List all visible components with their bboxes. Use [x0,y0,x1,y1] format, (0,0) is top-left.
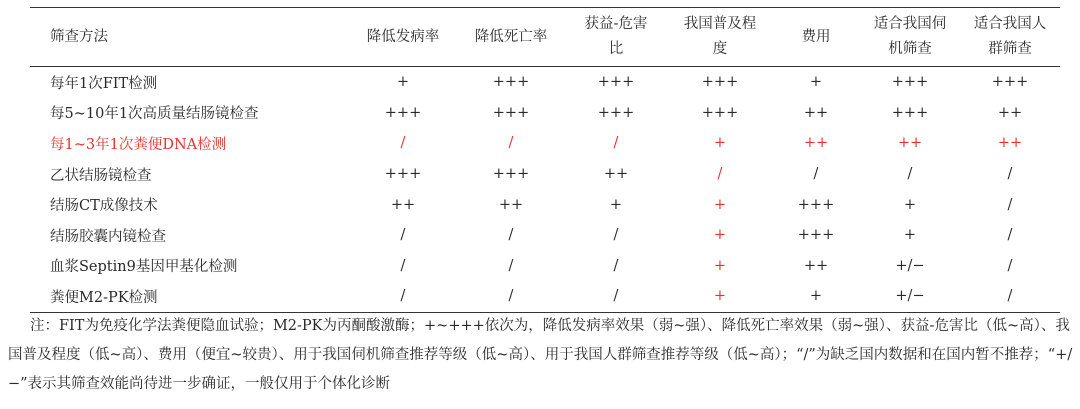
table-cell: / [508,257,514,274]
row-method-label: 乙状结肠镜检查 [50,167,152,184]
footnote-text: 注：FIT为免疫化学法粪便隐血试验；M2-PK为丙酮酸激酶；+~+++依次为，降低发病率效果（弱~强）、降低死亡率效果（弱~强）、获益-危害比（低~高）、我国普及程度（低~高）、费用（便宜~较贵）、用于我国伺机筛查推荐等级（低~高）、用于我国人群筛查推荐等级（低~高）；“/”为缺乏国内数据和在国内暂不推荐；“+/−”表示其筛查效能尚待进一步确证，一般仅用于个体化诊断 [8,318,1073,392]
table-row [30,220,1060,251]
screening-table-container [30,7,1060,313]
table-row [30,251,1060,282]
header-opportunistic [860,8,960,67]
header-opportunistic-line1: 适合我国伺 [873,16,947,32]
header-popularity-line1: 我国普及程 [683,16,757,32]
table-cell-accent: + [713,227,727,244]
table-cell: + [396,74,410,91]
table-cell: ++ [997,135,1023,152]
table-cell: +++ [797,196,835,213]
table-cell: +++ [701,104,739,121]
header-benefit-harm-line1: 获益-危害 [584,16,648,32]
header-opportunistic-line2: 机筛查 [888,41,932,57]
table-cell: +++ [384,166,422,183]
table-cell: +++ [384,104,422,121]
row-method-label: 每1~3年1次粪便DNA检测 [50,136,227,153]
table-cell: +++ [492,104,530,121]
table-cell-accent: + [713,196,727,213]
table-cell: / [613,227,619,244]
table-cell: +/− [895,257,925,274]
table-row-highlighted [30,128,1060,159]
table-cell: ++ [803,257,829,274]
table-row [30,98,1060,129]
header-popularity-line2: 度 [712,41,728,57]
table-cell: +++ [597,74,635,91]
row-method-label: 结肠CT成像技术 [50,198,158,215]
table-row [30,159,1060,190]
table-cell: ++ [498,196,524,213]
table-cell: / [508,227,514,244]
row-method-label: 每5~10年1次高质量结肠镜检查 [50,106,259,123]
table-cell: ++ [603,166,629,183]
header-population-line2: 群筛查 [988,41,1032,57]
table-cell: +++ [891,74,929,91]
table-cell: +++ [701,74,739,91]
table-cell: + [609,196,623,213]
table-cell: / [1007,196,1013,213]
table-cell: +++ [797,227,835,244]
table-cell: / [613,288,619,305]
header-popularity [668,8,772,67]
table-cell: / [613,135,619,152]
table-cell: + [809,74,823,91]
table-cell: + [713,135,727,152]
row-method-label: 结肠胶囊内镜检查 [50,228,166,245]
table-body [30,67,1060,313]
table-cell: / [1007,288,1013,305]
row-method-label: 每年1次FIT检测 [50,75,158,92]
table-cell: +++ [597,104,635,121]
table-cell: +++ [891,104,929,121]
table-cell: ++ [803,104,829,121]
table-cell: / [613,257,619,274]
table-row [30,67,1060,98]
header-benefit-harm [564,8,668,67]
table-cell: / [508,135,514,152]
screening-methods-table [30,7,1060,313]
table-cell: / [1007,166,1013,183]
table-cell: ++ [803,135,829,152]
header-incidence: 降低发病率 [366,28,440,45]
table-cell: / [400,227,406,244]
table-cell: +++ [492,166,530,183]
table-cell: + [809,288,823,305]
table-cell: +++ [492,74,530,91]
table-cell: +++ [991,74,1029,91]
table-cell-accent: + [713,257,727,274]
header-row [30,8,1060,67]
row-method-label: 血浆Septin9基因甲基化检测 [50,259,238,276]
header-method: 筛查方法 [50,28,108,45]
table-cell: / [400,135,406,152]
table-cell: / [907,166,913,183]
header-mortality: 降低死亡率 [474,28,548,45]
table-cell: / [400,257,406,274]
table-cell: / [1007,227,1013,244]
table-header [30,8,1060,67]
table-cell: ++ [390,196,416,213]
table-cell: + [903,196,917,213]
header-population [960,8,1060,67]
row-method-label: 粪便M2-PK检测 [50,289,158,306]
table-cell: +/− [895,288,925,305]
table-cell: + [903,227,917,244]
header-cost: 费用 [801,28,831,45]
table-footnote [0,312,1080,399]
table-cell: / [400,288,406,305]
table-cell-accent: + [713,288,727,305]
table-cell-accent: / [717,166,723,183]
table-cell: / [508,288,514,305]
table-cell: / [1007,257,1013,274]
header-population-line1: 适合我国人 [973,16,1047,32]
table-row [30,189,1060,220]
table-cell: ++ [897,135,923,152]
table-cell: / [813,166,819,183]
header-benefit-harm-line2: 比 [608,41,624,57]
table-cell: ++ [997,104,1023,121]
table-row [30,281,1060,312]
